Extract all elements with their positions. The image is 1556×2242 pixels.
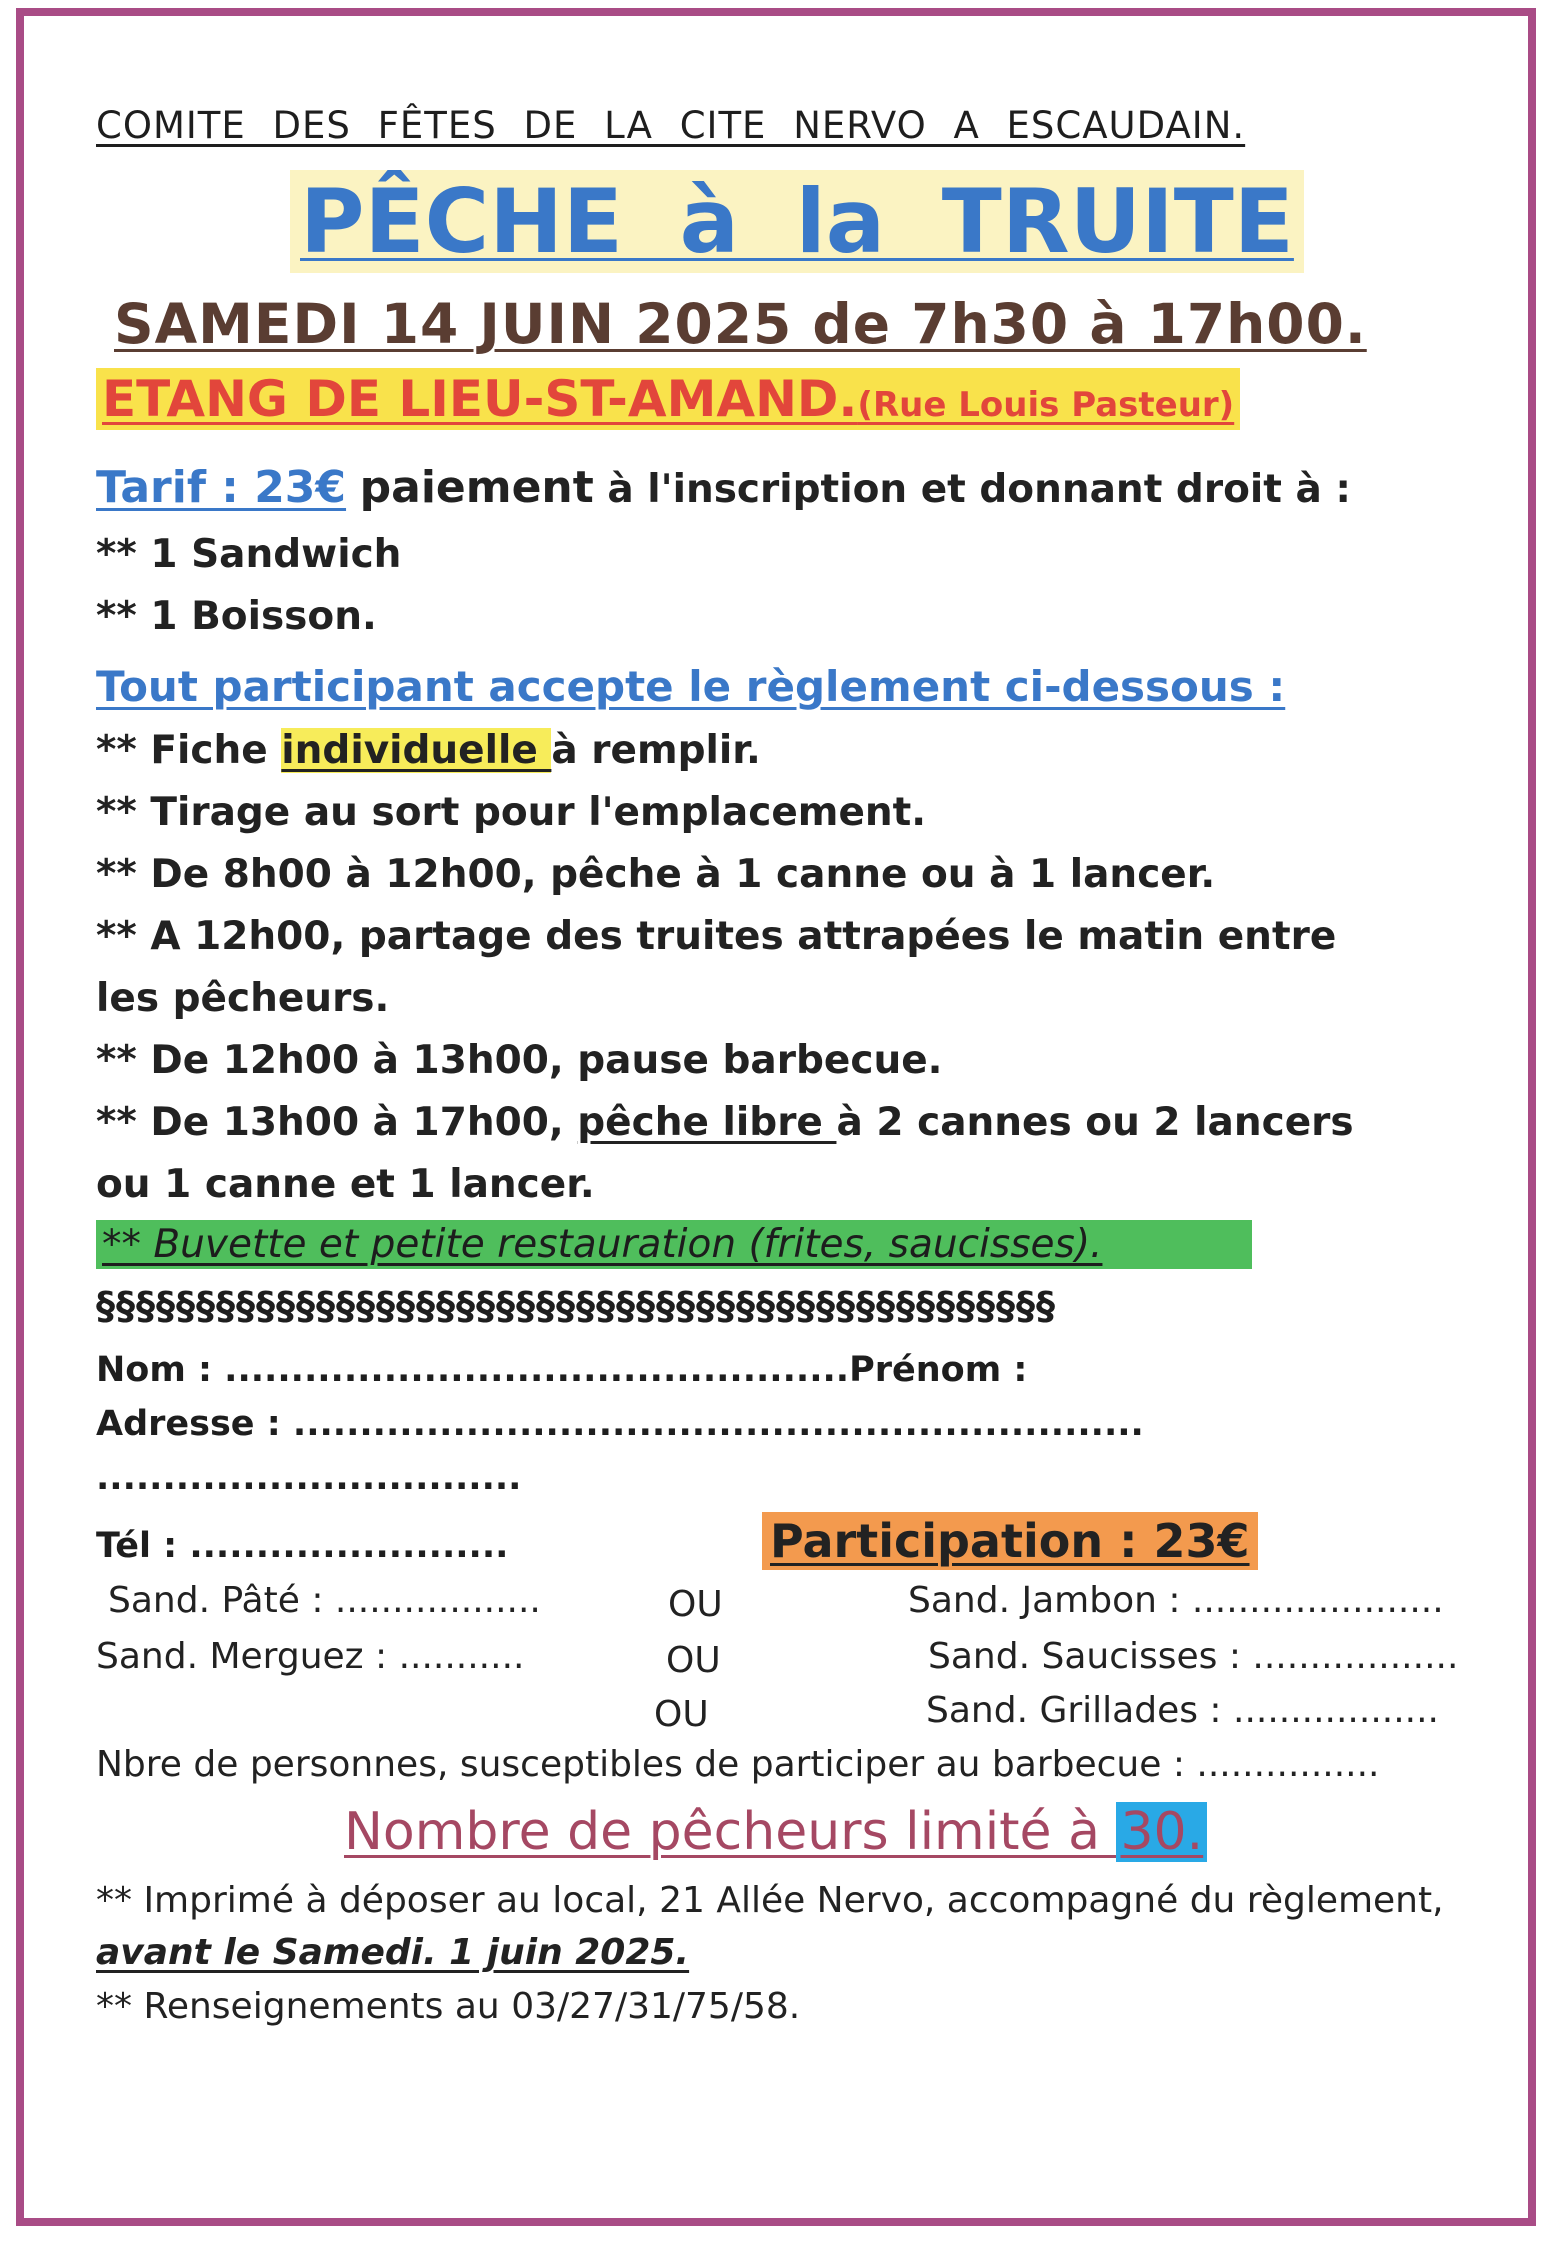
form-sand-jambon: Sand. Jambon : ...................... xyxy=(908,1580,1444,1621)
form-sand-pate: Sand. Pâté : .................. xyxy=(108,1580,541,1621)
event-venue xyxy=(96,368,1240,430)
rule-text: à remplir. xyxy=(551,728,761,773)
footer-contact: ** Renseignements au 03/27/31/75/58. xyxy=(96,1986,801,2027)
limit-text: Nombre de pêcheurs limité à xyxy=(344,1802,1117,1862)
event-date: SAMEDI 14 JUIN 2025 de 7h30 à 17h00. xyxy=(114,292,1367,356)
rule-item: ** De 12h00 à 13h00, pause barbecue. xyxy=(96,1038,943,1083)
form-sand-merguez: Sand. Merguez : ........... xyxy=(96,1636,525,1677)
footer-deposit: ** Imprimé à déposer au local, 21 Allée Nervo, accompagné du règlement, xyxy=(96,1880,1444,1921)
rule-item: ** De 8h00 à 12h00, pêche à 1 canne ou à 1 lancer. xyxy=(96,852,1216,897)
rule-item xyxy=(96,1100,1354,1145)
tarif-line xyxy=(96,462,1351,513)
venue-name: ETANG DE LIEU-ST-AMAND. xyxy=(102,370,858,428)
rule-item-continued: ou 1 canne et 1 lancer. xyxy=(96,1162,595,1207)
tarif-rest: à l'inscription et donnant droit à : xyxy=(593,467,1351,512)
form-nbre-personnes: Nbre de personnes, susceptibles de participer au barbecue : ................ xyxy=(96,1744,1380,1785)
form-tel: Tél : ........................ xyxy=(96,1526,509,1566)
limit-number: 30. xyxy=(1116,1802,1207,1862)
rule-text: ** Fiche xyxy=(96,728,282,773)
rule-item-continued: les pêcheurs. xyxy=(96,976,390,1021)
form-nom-prenom: Nom : ...............................................Prénom : xyxy=(96,1350,1028,1390)
organization-heading: COMITE DES FÊTES DE LA CITE NERVO A ESCAUDAIN. xyxy=(96,104,1246,147)
or-label: OU xyxy=(666,1640,721,1681)
footer-deadline: avant le Samedi. 1 juin 2025. xyxy=(96,1932,690,1973)
rule-underline: pêche libre xyxy=(577,1100,837,1145)
included-drink: ** 1 Boisson. xyxy=(96,594,377,639)
form-adresse: Adresse : ................................................................ xyxy=(96,1404,1144,1444)
participant-limit xyxy=(344,1802,1207,1862)
or-label: OU xyxy=(668,1584,723,1625)
event-title xyxy=(290,170,1304,273)
rule-highlight: individuelle xyxy=(281,728,552,773)
participation-badge: Participation : 23€ xyxy=(762,1512,1258,1570)
or-label: OU xyxy=(654,1694,709,1735)
tarif-keyword: paiement xyxy=(359,462,594,513)
form-sand-grillades: Sand. Grillades : .................. xyxy=(926,1690,1439,1731)
venue-street: (Rue Louis Pasteur) xyxy=(857,385,1235,425)
rule-item: ** A 12h00, partage des truites attrapées le matin entre xyxy=(96,914,1337,959)
buvette-band: ** Buvette et petite restauration (frites, saucisses). xyxy=(96,1220,1252,1269)
rule-text: ** De 13h00 à 17h00, xyxy=(96,1100,578,1145)
form-sand-saucisses: Sand. Saucisses : .................. xyxy=(928,1636,1459,1677)
form-adresse-continued: ................................ xyxy=(96,1458,522,1498)
rule-item xyxy=(96,728,761,773)
event-title-text: PÊCHE à la TRUITE xyxy=(290,170,1304,273)
section-separator: §§§§§§§§§§§§§§§§§§§§§§§§§§§§§§§§§§§§§§§§§§§§§§§§ xyxy=(96,1284,1056,1328)
rules-title: Tout participant accepte le règlement ci-dessous : xyxy=(96,662,1286,711)
included-sandwich: ** 1 Sandwich xyxy=(96,532,402,577)
rule-item: ** Tirage au sort pour l'emplacement. xyxy=(96,790,927,835)
rule-text: à 2 cannes ou 2 lancers xyxy=(836,1100,1354,1145)
tarif-label: Tarif : 23€ xyxy=(96,462,347,513)
